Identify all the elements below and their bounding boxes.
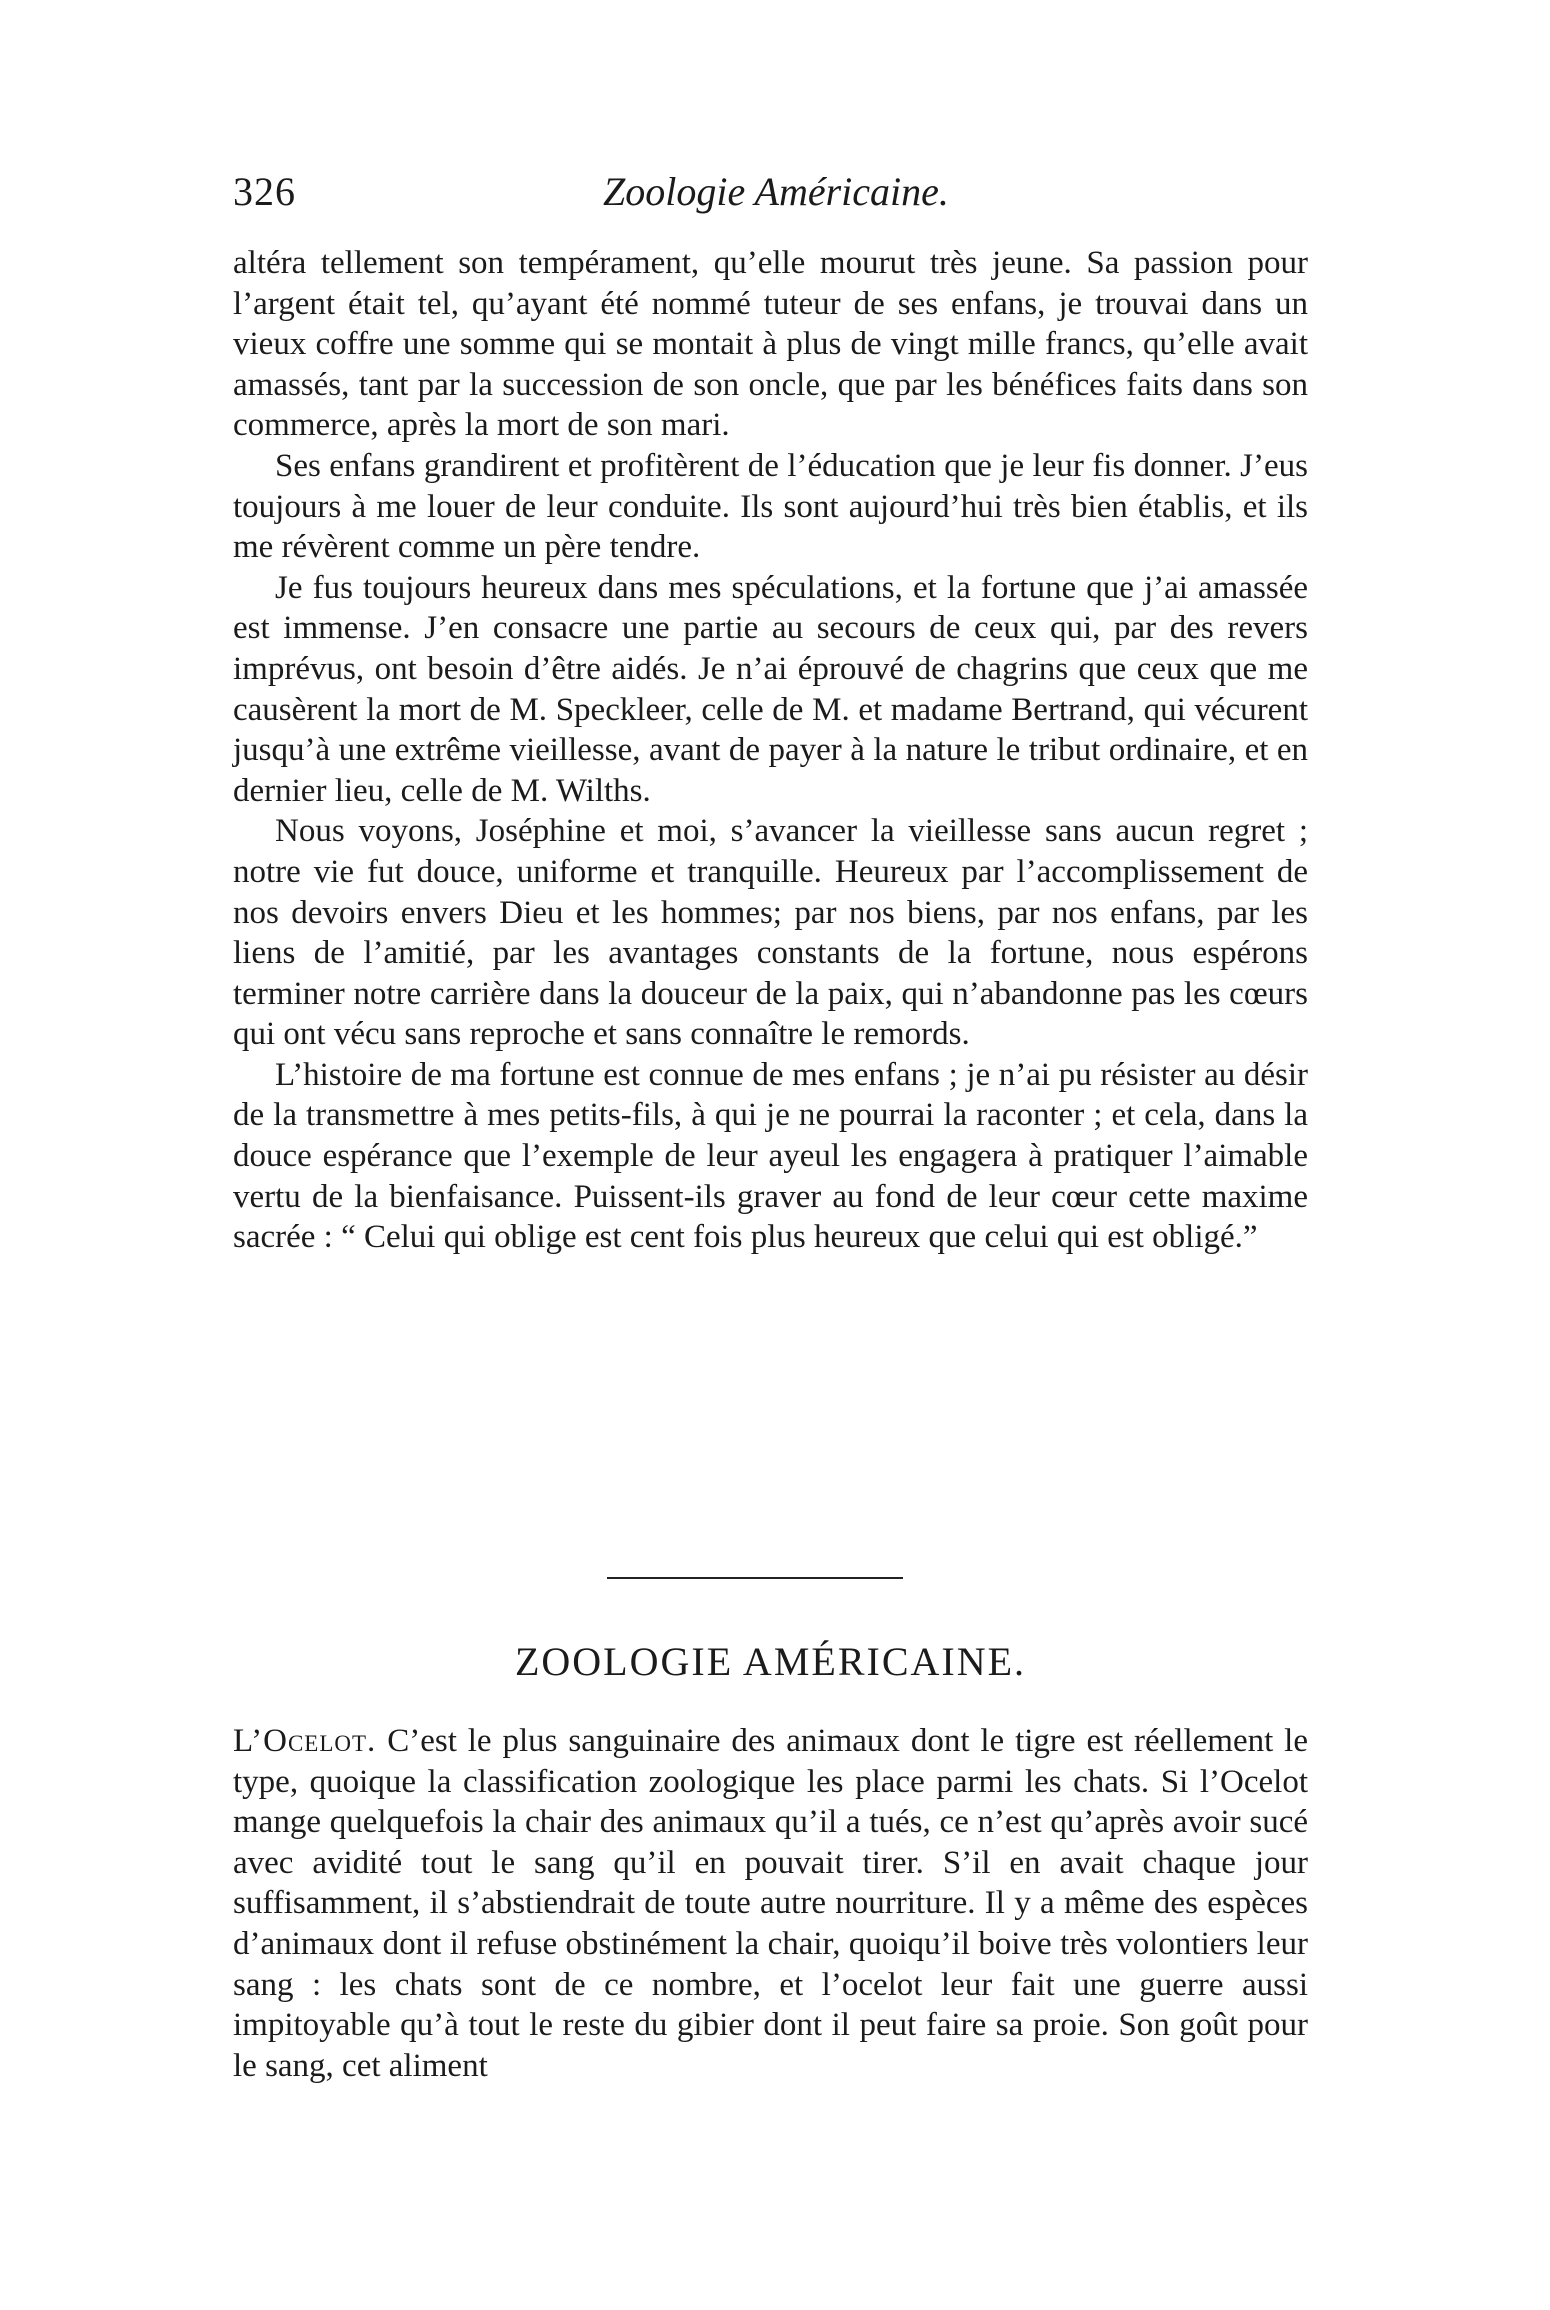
paragraph: Nous voyons, Joséphine et moi, s’avancer la vieillesse sans aucun regret ; notre vie fut douce, uniforme et tranquille. Heureux par l’accomplissement de nos devoirs envers Dieu et les hommes; par nos biens, par nos enfans, par les liens de l’amitié, par les avantages constants de la fortune, nous espérons terminer notre carrière dans la douceur de la paix, qui n’abandonne pas les cœurs qui ont vécu sans reproche et sans connaître le remords. [233, 813, 1308, 1053]
section-text [233, 1721, 1308, 2086]
section-divider [607, 1577, 903, 1579]
continued-text [233, 243, 1308, 1258]
running-title: Zoologie Américaine. [603, 169, 949, 214]
running-head [233, 168, 1323, 228]
lead-word: L’Ocelot. [233, 1723, 377, 1759]
section-title: ZOOLOGIE AMÉRICAINE. [514, 1639, 1027, 1684]
paragraph: Je fus toujours heureux dans mes spéculations, et la fortune que j’ai amassée est immense. J’en consacre une partie au secours de ceux qui, par des revers imprévus, ont besoin d’être aidés. Je n’ai éprouvé de chagrins que ceux que me causèrent la mort de M. Speckleer, celle de M. et madame Bertrand, qui vécurent jusqu’à une extrême vieillesse, avant de payer à la nature le tribut ordinaire, et en dernier lieu, celle de M. Wilths. [233, 569, 1308, 809]
page-number: 326 [233, 169, 296, 214]
section-paragraph [233, 1721, 1308, 2086]
section-paragraph-text: C’est le plus sanguinaire des animaux dont le tigre est réellement le type, quoique la classification zoologique les place parmi les chats. Si l’Ocelot mange quelquefois la chair des animaux qu’il a tués, ce n’est qu’après avoir sucé avec avidité tout le sang qu’il en pouvait tirer. S’il en avait chaque jour suffisamment, il s’abstiendrait de toute autre nourriture. Il y a même des espèces d’animaux dont il refuse obstinément la chair, quoiqu’il boive très volontiers leur sang : les chats sont de ce nombre, et l’ocelot leur fait une guerre aussi impitoyable qu’à tout le reste du gibier dont il peut faire sa proie. Son goût pour le sang, cet aliment [233, 1723, 1308, 2084]
paragraph-continued: altéra tellement son tempérament, qu’elle mourut très jeune. Sa passion pour l’argent était tel, qu’ayant été nommé tuteur de ses enfans, je trouvai dans un vieux coffre une somme qui se montait à plus de vingt mille francs, qu’elle avait amassés, tant par la succession de son oncle, que par les bénéfices faits dans son commerce, après la mort de son mari. [233, 245, 1308, 444]
paragraph: L’histoire de ma fortune est connue de mes enfans ; je n’ai pu résister au désir de la transmettre à mes petits-fils, à qui je ne pourrai la raconter ; et cela, dans la douce espérance que l’exemple de leur ayeul les engagera à pratiquer l’aimable vertu de la bienfaisance. Puissent-ils graver au fond de leur cœur cette maxime sacrée : “ Celui qui oblige est cent fois plus heureux que celui qui est obligé.” [233, 1056, 1308, 1256]
paragraph: Ses enfans grandirent et profitèrent de l’éducation que je leur fis donner. J’eus toujours à me louer de leur conduite. Ils sont aujourd’hui très bien établis, et ils me révèrent comme un père tendre. [233, 447, 1308, 566]
